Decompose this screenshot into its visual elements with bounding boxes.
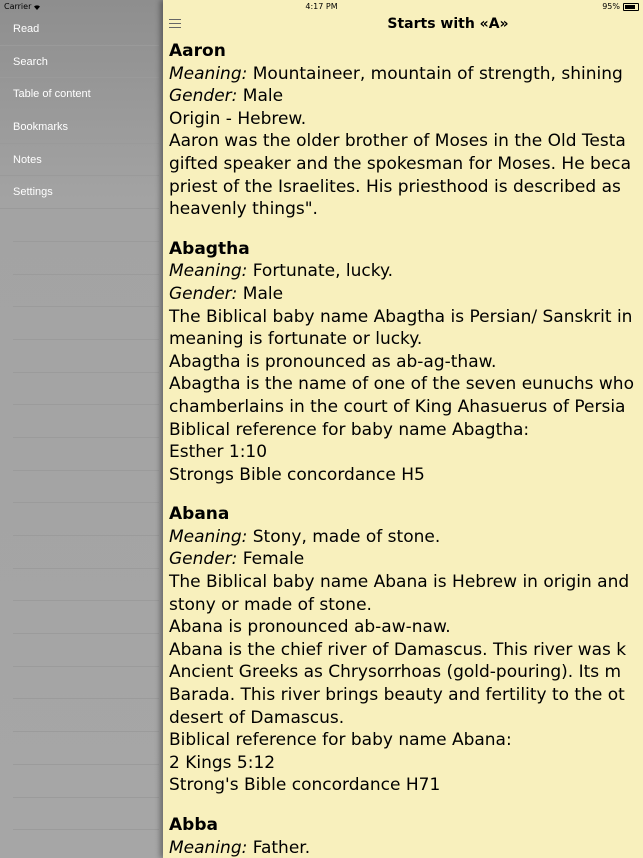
menu-separator — [13, 634, 159, 667]
entry-meaning — [169, 63, 643, 86]
menu-separator — [13, 503, 159, 536]
menu-separator — [13, 569, 159, 602]
menu-item-label: Search — [13, 55, 48, 68]
menu-separator — [13, 275, 159, 308]
gender-text: Male — [237, 283, 284, 304]
side-menu — [0, 0, 163, 858]
menu-separator — [13, 373, 159, 406]
entry-name: Abagtha — [169, 238, 250, 259]
entry-line: priest of the Israelites. His priesthood is described as — [169, 176, 621, 197]
entry-name: Abba — [169, 815, 218, 835]
meaning-label: Meaning: — [169, 261, 248, 282]
battery-percent: 95% — [602, 2, 620, 11]
meaning-label: Meaning: — [169, 837, 248, 858]
page-title: Starts with «A» — [387, 16, 509, 32]
entry-line: chamberlains in the court of King Ahasuerus of Persia — [169, 396, 626, 417]
article-text — [169, 40, 643, 858]
menu-item-settings[interactable] — [0, 176, 159, 209]
entry-gender — [169, 283, 643, 306]
status-time: 4:17 PM — [305, 2, 338, 11]
menu-item-read[interactable] — [0, 13, 159, 46]
entry-meaning — [169, 526, 643, 549]
menu-separator — [13, 765, 159, 798]
menu-separator — [13, 307, 159, 340]
menu-item-table-of-content[interactable] — [0, 78, 159, 111]
entry-line: Abana is the chief river of Damascus. This river was k — [169, 639, 627, 660]
meaning-label: Meaning: — [169, 63, 248, 84]
menu-item-search[interactable] — [0, 46, 159, 79]
menu-separator — [13, 667, 159, 700]
meaning-text: Father. — [247, 837, 311, 858]
entry-line: 2 Kings 5:12 — [169, 752, 276, 773]
entry-line: heavenly things". — [169, 199, 318, 220]
menu-separator — [13, 405, 159, 438]
reader-pane[interactable] — [163, 0, 643, 858]
entry-line: Strongs Bible concordance H5 — [169, 464, 425, 485]
entry-line: Aaron was the older brother of Moses in the Old Testa — [169, 131, 626, 152]
entry-line: The Biblical baby name Abagtha is Persian/ Sanskrit in — [169, 306, 633, 327]
entry-abba — [169, 814, 643, 858]
menu-separator — [13, 242, 159, 275]
gender-label: Gender: — [169, 549, 238, 570]
entry-gender — [169, 85, 643, 108]
entry-gender — [169, 548, 643, 571]
carrier-label: Carrier — [4, 2, 41, 11]
menu-separator — [13, 798, 159, 831]
menu-separator — [13, 732, 159, 765]
entry-line: Origin - Hebrew. — [169, 108, 307, 129]
menu-separator — [13, 536, 159, 569]
meaning-text: Stony, made of stone. — [247, 526, 441, 547]
menu-item-label: Table of content — [13, 88, 91, 101]
nav-bar — [163, 13, 643, 41]
menu-separator — [13, 830, 159, 858]
battery-icon — [623, 3, 639, 11]
gender-text: Male — [237, 86, 284, 107]
menu-separator — [13, 699, 159, 732]
menu-separator — [13, 601, 159, 634]
menu-list — [0, 13, 163, 858]
empty-rows — [0, 209, 163, 858]
menu-item-label: Bookmarks — [13, 121, 69, 134]
entry-line: Abana is pronounced ab-aw-naw. — [169, 617, 451, 638]
meaning-text: Mountaineer, mountain of strength, shining — [247, 63, 623, 84]
gender-label: Gender: — [169, 283, 238, 304]
entry-line: Ancient Greeks as Chrysorrhoas (gold-pouring). Its m — [169, 662, 622, 683]
gender-text: Female — [237, 549, 305, 570]
status-bar — [0, 0, 643, 13]
entry-line: stony or made of stone. — [169, 594, 372, 615]
entry-line: Barada. This river brings beauty and fertility to the ot — [169, 685, 625, 706]
entry-abana — [169, 503, 643, 797]
entry-meaning — [169, 837, 643, 858]
entry-name: Aaron — [169, 41, 226, 61]
menu-item-label: Read — [13, 23, 40, 35]
entry-line: Biblical reference for baby name Abagtha: — [169, 419, 530, 440]
entry-line: Esther 1:10 — [169, 442, 268, 463]
entry-line: The Biblical baby name Abana is Hebrew in origin and — [169, 572, 630, 593]
meaning-text: Fortunate, lucky. — [247, 261, 393, 282]
menu-separator — [13, 340, 159, 373]
entry-line: desert of Damascus. — [169, 707, 345, 728]
entry-aaron — [169, 40, 643, 221]
entry-line: Abagtha is pronounced as ab-ag-thaw. — [169, 351, 497, 372]
entry-abagtha — [169, 238, 643, 487]
entry-name: Abana — [169, 504, 230, 525]
menu-item-bookmarks[interactable] — [0, 111, 159, 144]
menu-item-label: Settings — [13, 186, 53, 199]
entry-meaning — [169, 260, 643, 283]
battery-indicator — [602, 2, 639, 11]
menu-separator — [13, 438, 159, 471]
menu-separator — [13, 471, 159, 504]
entry-line: Biblical reference for baby name Abana: — [169, 730, 512, 751]
meaning-label: Meaning: — [169, 526, 248, 547]
entry-line: Strong's Bible concordance H71 — [169, 775, 441, 796]
menu-item-notes[interactable] — [0, 144, 159, 177]
menu-separator — [13, 209, 159, 242]
entry-line: gifted speaker and the spokesman for Moses. He beca — [169, 153, 632, 174]
gender-label: Gender: — [169, 86, 238, 107]
entry-line: Abagtha is the name of one of the seven eunuchs who — [169, 374, 634, 395]
entry-line: meaning is fortunate or lucky. — [169, 329, 423, 350]
menu-item-label: Notes — [13, 153, 42, 166]
